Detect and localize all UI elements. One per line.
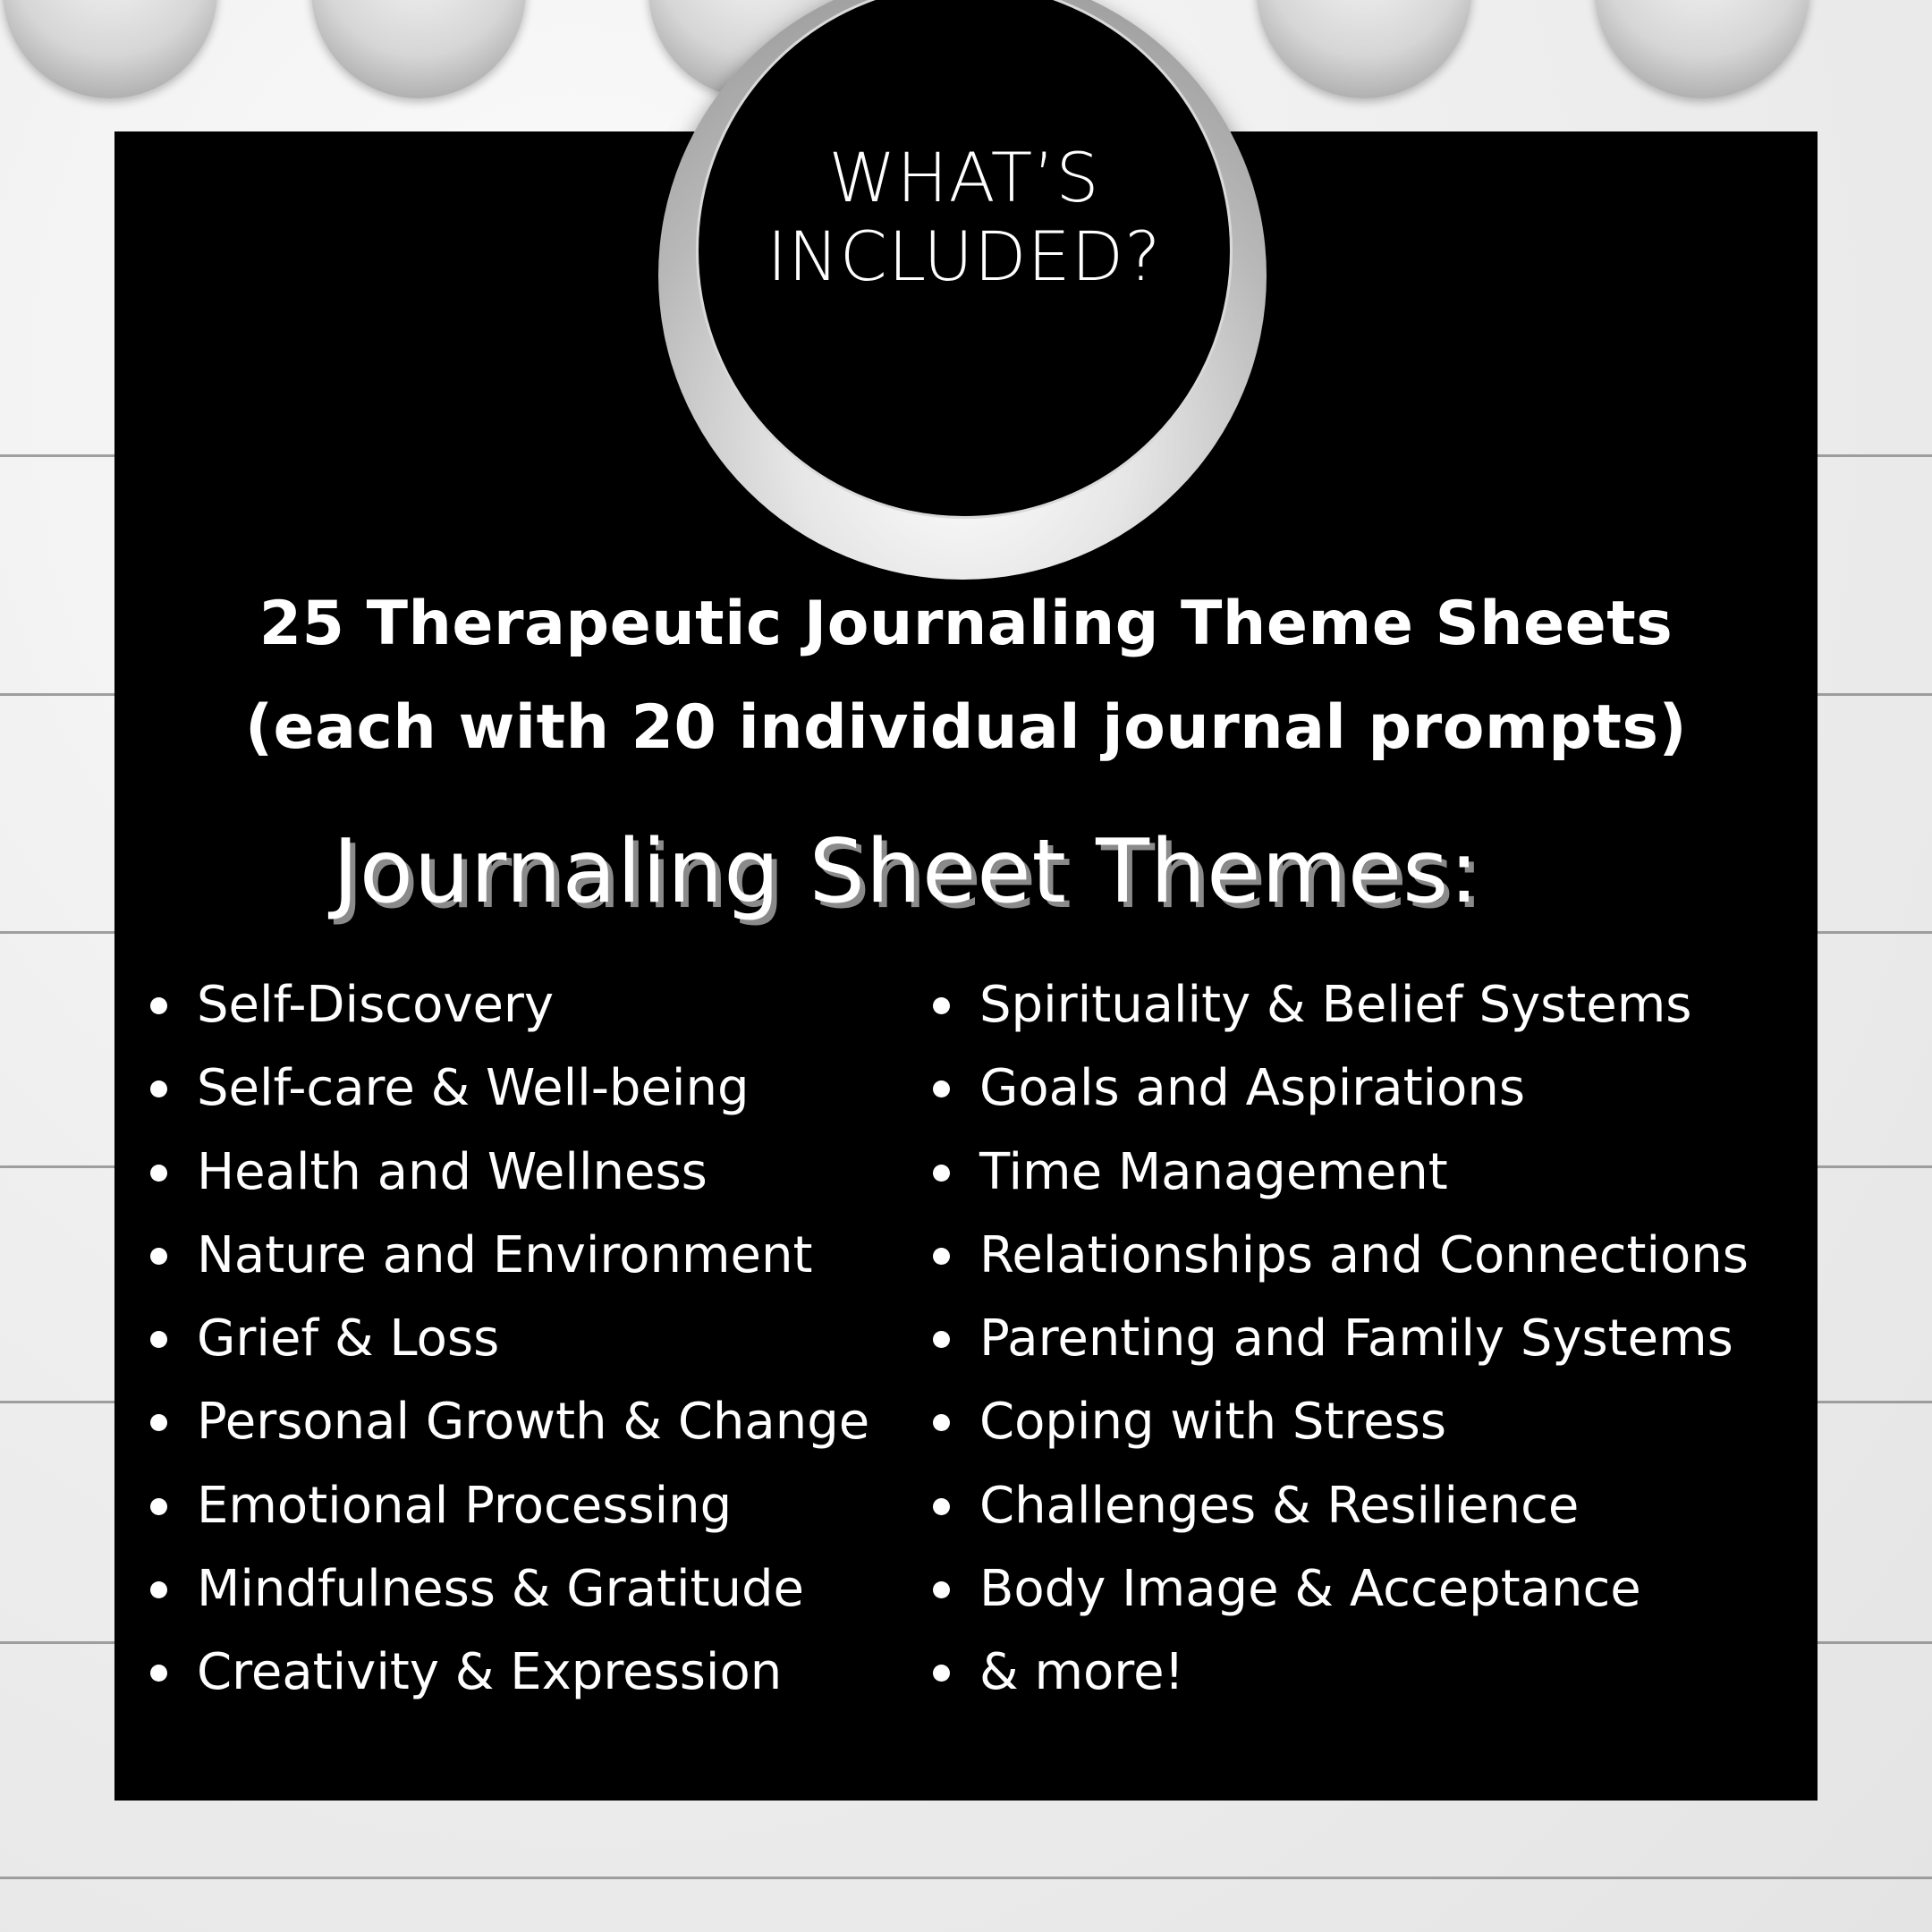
theme-item bbox=[933, 1547, 1749, 1631]
theme-item bbox=[150, 1046, 869, 1130]
bullet-icon bbox=[933, 1165, 950, 1182]
headline-line-2: (each with 20 individual journal prompts) bbox=[244, 692, 1688, 763]
bullet-icon bbox=[933, 1331, 950, 1348]
paper-rule-line bbox=[0, 1877, 1932, 1879]
theme-label: Challenges & Resilience bbox=[979, 1476, 1580, 1535]
theme-item bbox=[150, 963, 869, 1046]
theme-item bbox=[933, 1380, 1749, 1463]
theme-label: Mindfulness & Gratitude bbox=[197, 1560, 804, 1619]
bullet-icon bbox=[150, 1248, 167, 1265]
theme-label: Self-Discovery bbox=[197, 976, 555, 1034]
theme-item bbox=[933, 1131, 1749, 1214]
bullet-icon bbox=[933, 1080, 950, 1097]
theme-item bbox=[150, 1631, 869, 1714]
theme-item bbox=[933, 1046, 1749, 1130]
theme-label: Parenting and Family Systems bbox=[979, 1309, 1733, 1368]
binder-hole bbox=[1595, 0, 1809, 98]
bullet-icon bbox=[933, 1248, 950, 1265]
theme-item bbox=[933, 1631, 1749, 1714]
theme-label: Spirituality & Belief Systems bbox=[979, 976, 1692, 1034]
theme-label: Nature and Environment bbox=[197, 1225, 813, 1284]
theme-label: Health and Wellness bbox=[197, 1142, 708, 1201]
theme-label: Creativity & Expression bbox=[197, 1643, 783, 1702]
theme-label: Coping with Stress bbox=[979, 1393, 1447, 1452]
theme-item bbox=[933, 1297, 1749, 1380]
bullet-icon bbox=[150, 1165, 167, 1182]
theme-label: Emotional Processing bbox=[197, 1476, 733, 1535]
theme-item bbox=[933, 1464, 1749, 1547]
theme-label: Goals and Aspirations bbox=[979, 1059, 1526, 1118]
theme-label: Body Image & Acceptance bbox=[979, 1560, 1641, 1619]
theme-item bbox=[150, 1547, 869, 1631]
theme-label: Time Management bbox=[979, 1142, 1448, 1201]
theme-item bbox=[150, 1214, 869, 1297]
bullet-icon bbox=[933, 1665, 950, 1682]
bullet-icon bbox=[150, 997, 167, 1014]
bullet-icon bbox=[933, 1498, 950, 1515]
theme-item bbox=[150, 1131, 869, 1214]
binder-hole bbox=[3, 0, 217, 98]
bullet-icon bbox=[150, 1581, 167, 1598]
bullet-icon bbox=[933, 1581, 950, 1598]
bullet-icon bbox=[150, 1665, 167, 1682]
bullet-icon bbox=[150, 1080, 167, 1097]
badge-title-line-2: INCLUDED? bbox=[767, 216, 1162, 296]
bullet-icon bbox=[933, 1414, 950, 1431]
headline-line-1: 25 Therapeutic Journaling Theme Sheets bbox=[258, 589, 1674, 659]
bullet-icon bbox=[150, 1414, 167, 1431]
theme-item bbox=[150, 1297, 869, 1380]
theme-label: Self-care & Well-being bbox=[197, 1059, 750, 1118]
themes-list-left bbox=[150, 963, 869, 1715]
bullet-icon bbox=[150, 1331, 167, 1348]
theme-item bbox=[150, 1380, 869, 1463]
theme-item bbox=[150, 1464, 869, 1547]
badge-title-line-1: WHAT’S bbox=[828, 138, 1100, 217]
bullet-icon bbox=[150, 1498, 167, 1515]
theme-label: & more! bbox=[979, 1643, 1184, 1702]
themes-list-right bbox=[933, 963, 1749, 1715]
theme-item bbox=[933, 963, 1749, 1046]
theme-label: Grief & Loss bbox=[197, 1309, 500, 1368]
badge-title bbox=[696, 139, 1233, 296]
binder-hole bbox=[1257, 0, 1471, 98]
section-title: Journaling Sheet Themes: bbox=[333, 821, 1480, 923]
binder-hole bbox=[311, 0, 526, 98]
product-headline bbox=[0, 572, 1932, 780]
theme-label: Personal Growth & Change bbox=[197, 1393, 870, 1452]
theme-item bbox=[933, 1214, 1749, 1297]
theme-label: Relationships and Connections bbox=[979, 1225, 1749, 1284]
bullet-icon bbox=[933, 997, 950, 1014]
